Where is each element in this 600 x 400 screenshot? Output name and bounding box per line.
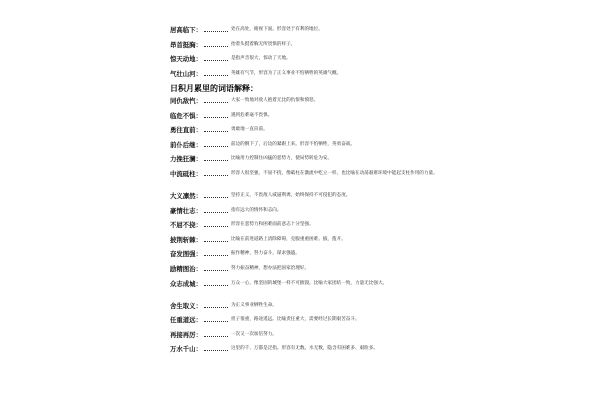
- dotted-leader: [204, 60, 228, 61]
- entry-definition: 坚持正义，不畏敌人威逼利诱，始终保持不可侵犯的态度。: [230, 192, 351, 198]
- entry-row: [170, 316, 440, 331]
- dotted-leader: [204, 175, 228, 176]
- entry-list-main: [170, 97, 440, 360]
- entry-row: [170, 280, 440, 302]
- entry-definition: 勇敢地一直向前。: [230, 127, 268, 133]
- entry-definition: 抬着头挺着胸无所畏惧的样子。: [230, 41, 296, 47]
- dotted-leader: [204, 117, 228, 118]
- dotted-leader: [204, 31, 228, 32]
- entry-term: 任重道远: [170, 316, 196, 325]
- entry-term: 奋发图强: [170, 250, 196, 259]
- entry-definition: 比喻在前进道路上清除障碍，克服重重困难。披，拨开。: [230, 236, 346, 242]
- entry-term: 勇往直前: [170, 126, 196, 135]
- entry-definition: 为正义事业牺牲生命。: [230, 302, 277, 308]
- entry-colon: ：: [195, 55, 202, 64]
- entry-colon: ：: [195, 140, 202, 149]
- entry-row: [170, 236, 440, 251]
- entry-list-top: [170, 26, 440, 84]
- entry-colon: ：: [195, 345, 202, 354]
- entry-definition: 形容在恶势力和困难面前意志十分坚强。: [230, 222, 314, 228]
- entry-term: 前仆后继: [170, 140, 196, 149]
- entry-colon: ：: [195, 69, 202, 78]
- entry-colon: ：: [195, 235, 202, 244]
- entry-row: [170, 112, 440, 127]
- entry-term: 昂首挺胸: [170, 40, 196, 49]
- entry-row: [170, 302, 440, 317]
- dotted-leader: [204, 241, 228, 242]
- dotted-leader: [204, 307, 228, 308]
- entry-term: 舍生取义: [170, 301, 196, 310]
- entry-term: 居高临下: [170, 26, 196, 34]
- entry-term: 不屈不挠: [170, 221, 196, 230]
- entry-row: [170, 141, 440, 156]
- entry-definition: 前边的倒下了，后边的紧跟上来。形容不怕牺牲，英勇奋战。: [230, 141, 355, 147]
- entry-row: [170, 250, 440, 265]
- entry-definition: 一次又一次加倍努力。: [230, 331, 277, 337]
- entry-colon: ：: [195, 264, 202, 273]
- entry-term: 励精图治: [170, 264, 196, 273]
- entry-colon: ：: [195, 111, 202, 120]
- dotted-leader: [204, 285, 228, 286]
- entry-row: [170, 331, 440, 346]
- entry-colon: ：: [195, 250, 202, 259]
- entry-term: 力挽狂澜: [170, 155, 196, 164]
- entry-colon: ：: [195, 330, 202, 339]
- entry-term: 披荆斩棘: [170, 235, 196, 244]
- entry-term: 气壮山河: [170, 69, 196, 78]
- entry-term: 众志成城: [170, 279, 196, 288]
- dotted-leader: [204, 75, 228, 76]
- entry-definition: 比喻用力控制住凶猛的恶势力，使局势转危为安。: [230, 156, 333, 162]
- dotted-leader: [204, 321, 228, 322]
- dotted-leader: [204, 350, 228, 351]
- entry-term: 再接再厉: [170, 330, 196, 339]
- entry-row: [170, 221, 440, 236]
- entry-row: [170, 41, 440, 56]
- dotted-leader: [204, 131, 228, 132]
- entry-term: 中流砥柱: [170, 169, 196, 178]
- entry-term: 临危不惧: [170, 111, 196, 120]
- dotted-leader: [204, 197, 228, 198]
- entry-colon: ：: [195, 316, 202, 325]
- dotted-leader: [204, 212, 228, 213]
- entry-colon: ：: [195, 26, 202, 34]
- dotted-leader: [204, 226, 228, 227]
- entry-colon: ：: [195, 301, 202, 310]
- dotted-leader: [204, 255, 228, 256]
- entry-row: [170, 207, 440, 222]
- entry-term: 万水千山: [170, 345, 196, 354]
- entry-term: 惊天动地: [170, 55, 196, 64]
- entry-row: [170, 192, 440, 207]
- entry-colon: ：: [195, 206, 202, 215]
- entry-row: [170, 126, 440, 141]
- entry-colon: ：: [195, 191, 202, 200]
- entry-definition: 担子很重，路途遥远。比喻责任重大，需要经过长期艰苦奋斗。: [230, 317, 360, 323]
- entry-row: [170, 55, 440, 70]
- entry-row: [170, 97, 440, 112]
- entry-definition: 遇到危难毫不畏惧。: [230, 112, 273, 118]
- dotted-leader: [204, 270, 228, 271]
- entry-colon: ：: [195, 155, 202, 164]
- entry-colon: ：: [195, 169, 202, 178]
- entry-row: [170, 26, 440, 41]
- entry-row: [170, 155, 440, 170]
- entry-row: [170, 345, 440, 360]
- entry-colon: ：: [195, 97, 202, 105]
- entry-colon: ：: [195, 126, 202, 135]
- entry-colon: ：: [195, 40, 202, 49]
- dotted-leader: [204, 102, 228, 103]
- entry-definition: 万众一心，像坚固的城堡一样不可摧毁。比喻大家团结一致，力量无比强大。: [230, 280, 388, 286]
- entry-term: 同仇敌忾: [170, 97, 196, 105]
- entry-definition: 指有远大的情怀和志向。: [230, 207, 282, 213]
- entry-definition: 振作精神，努力奋斗，谋求强盛。: [230, 251, 300, 257]
- dotted-leader: [204, 160, 228, 161]
- entry-row: [170, 170, 440, 192]
- dotted-leader: [204, 146, 228, 147]
- entry-definition: 大家一致地对敌人抱着无比的仇恨和愤怒。: [230, 98, 319, 103]
- entry-definition: 是指声音很大，惊动了天地。: [230, 56, 291, 62]
- entry-definition: 英雄有气节，形容为了正义事业不怕牺牲的英雄气概。: [230, 70, 342, 76]
- section-title: 日积月累里的词语解释：: [170, 84, 258, 93]
- entry-colon: ：: [195, 279, 202, 288]
- dotted-leader: [204, 46, 228, 47]
- entry-colon: ：: [195, 221, 202, 230]
- entry-definition: 形容人很坚强，不屈不挠，像砥柱在激流中屹立一样，也比喻在动荡艰难环境中能起支柱作用的力量。: [230, 170, 438, 176]
- entry-term: 大义凛然: [170, 191, 196, 200]
- entry-row: [170, 265, 440, 280]
- entry-definition: 努力振奋精神，想办法把国家治理好。: [230, 265, 310, 271]
- entry-definition: 处在高处，俯视下面。形容处于有利的地位。: [230, 27, 323, 32]
- entry-term: 豪情壮志: [170, 206, 196, 215]
- entry-definition: 这里的千、万都是泛指。形容有无数。水无数，隐含有困难多、艰险多。: [230, 346, 378, 352]
- dotted-leader: [204, 336, 228, 337]
